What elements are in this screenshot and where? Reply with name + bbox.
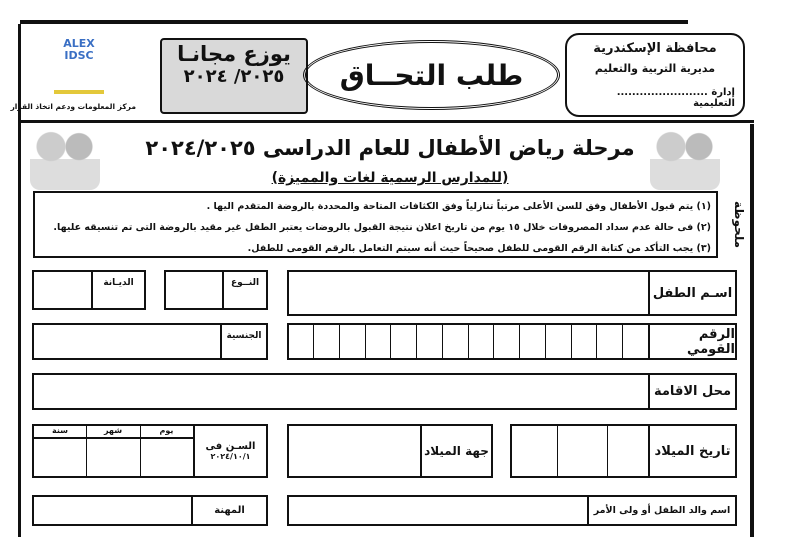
age-field — [32, 424, 268, 478]
guardian-name-field[interactable] — [287, 495, 737, 526]
right-border — [750, 124, 754, 537]
note-item: (١) يتم قبول الأطفال وفق للسن الأعلى مرتباً تنازلياً وفق الكثافات المتاحة والمحددة بالروضة المتقدم اليها . — [206, 201, 711, 212]
digit-divider — [339, 325, 340, 358]
digit-divider — [313, 325, 314, 358]
note-item: (٢) فى حالة عدم سداد المصروفات خلال ١٥ يوم من تاريخ اعلان نتيجة القبول بالروضات يعتبر الطفل غير مقيد بالروضة التى تم تنسيقه عليها. — [53, 222, 711, 233]
guardian-label: اسم والد الطفل أو ولى الأمر — [587, 497, 735, 524]
nationality-field[interactable] — [32, 323, 268, 360]
left-border — [18, 24, 21, 537]
date-divider — [557, 426, 558, 476]
digit-divider — [622, 325, 623, 358]
job-field[interactable] — [32, 495, 268, 526]
digit-divider — [390, 325, 391, 358]
governorate: محافظة الإسكندرية — [593, 41, 717, 56]
free-distribution-scroll — [160, 38, 308, 114]
digit-divider — [493, 325, 494, 358]
gender-label: النــوع — [222, 272, 266, 308]
year-input[interactable] — [34, 438, 86, 476]
birth-date-label: تاريخ الميلاد — [648, 426, 735, 476]
day-header: يوم — [159, 426, 174, 435]
title-ellipse — [303, 40, 560, 110]
logo-wave — [54, 90, 104, 94]
age-date: ٢٠٢٤/١٠/١ — [210, 452, 251, 461]
top-rule — [20, 20, 688, 24]
digit-divider — [545, 325, 546, 358]
child-name-label: اسـم الطفل — [648, 272, 735, 314]
day-input[interactable] — [140, 438, 193, 476]
header-rule — [20, 120, 754, 123]
digit-divider — [519, 325, 520, 358]
digit-divider — [416, 325, 417, 358]
notes-label: ملحوظة — [732, 201, 746, 249]
stage-subtitle: (للمدارس الرسمية لغات والمميزة) — [271, 170, 509, 186]
logo-text: ALEX IDSC — [63, 37, 95, 62]
date-divider — [607, 426, 608, 476]
free-label: يوزع مجانـا — [177, 42, 291, 66]
digit-divider — [468, 325, 469, 358]
digit-divider — [596, 325, 597, 358]
governorate-box — [565, 33, 745, 117]
digit-divider — [365, 325, 366, 358]
residence-label: محل الاقامة — [648, 375, 735, 408]
year-header: سنة — [52, 426, 68, 435]
month-header: شهر — [103, 426, 123, 435]
residence-field[interactable] — [32, 373, 737, 410]
age-label-box — [193, 426, 266, 476]
month-input[interactable] — [86, 438, 140, 476]
year-label: ٢٠٢٥/ ٢٠٢٤ — [183, 66, 285, 87]
form-title: طلب التحــاق — [339, 58, 524, 92]
logo-caption: مركز المعلومات ودعم اتخاذ القرار — [10, 102, 136, 111]
religion-field[interactable] — [32, 270, 146, 310]
age-label: السـن فى — [205, 441, 256, 452]
birth-place-label: جهة الميلاد — [420, 426, 491, 476]
job-label: المهنة — [191, 497, 266, 524]
kids-illustration-right — [650, 128, 720, 190]
birth-date-field[interactable] — [510, 424, 737, 478]
gender-field[interactable] — [164, 270, 268, 310]
directorate: مديرية التربية والتعليم — [594, 62, 716, 75]
child-name-field[interactable] — [287, 270, 737, 316]
national-id-label: الرقم القومي — [648, 325, 735, 358]
kids-illustration-left — [30, 128, 100, 190]
national-id-field[interactable] — [287, 323, 737, 360]
birth-place-field[interactable] — [287, 424, 493, 478]
notes-box — [33, 191, 718, 258]
religion-label: الديـانة — [91, 272, 144, 308]
digit-divider — [442, 325, 443, 358]
note-item: (٣) يجب التأكد من كتابة الرقم القومى للطفل صحيحاً حيث أنه سيتم التعامل بالرقم القومى للطفل. — [247, 243, 711, 254]
logo — [10, 30, 136, 118]
nationality-label: الجنسية — [220, 325, 266, 358]
administration: إدارة ........................ التعليمية — [616, 87, 735, 109]
digit-divider — [571, 325, 572, 358]
stage-title: مرحلة رياض الأطفال للعام الدراسى ٢٠٢٤/٢٠٢٥ — [145, 136, 635, 160]
